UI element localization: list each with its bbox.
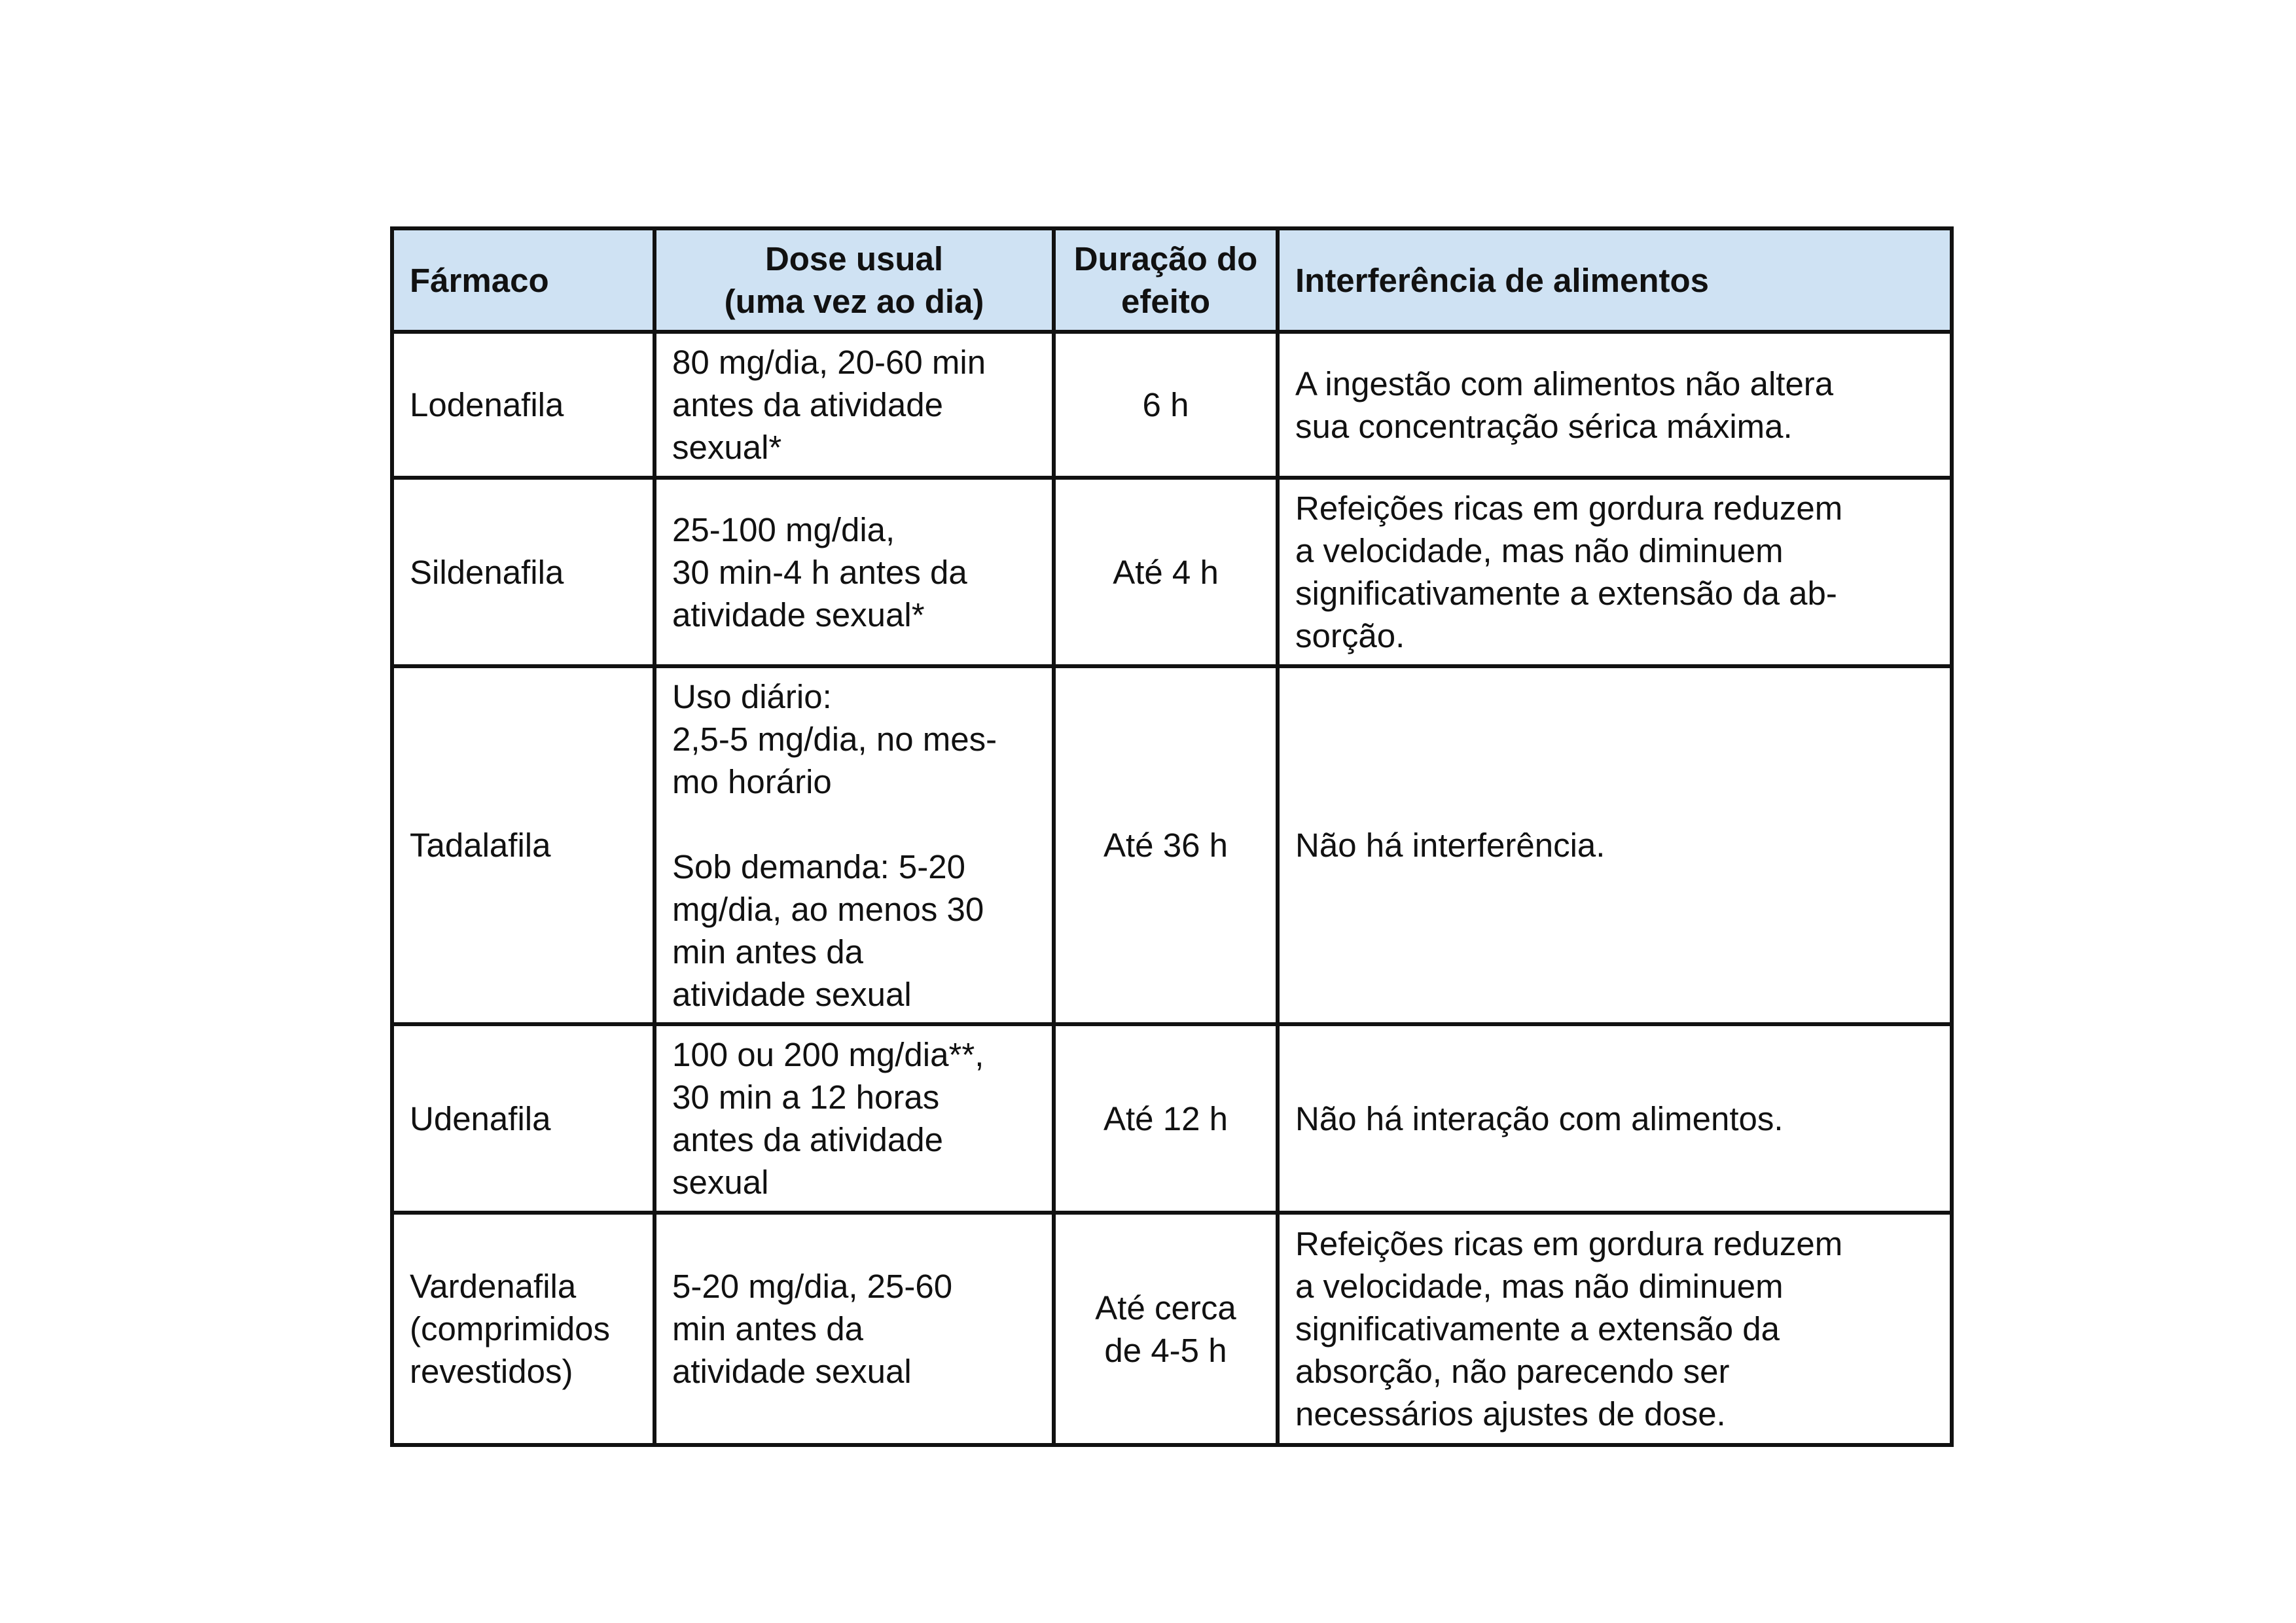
cell-interferencia: Não há interferência.	[1278, 666, 1952, 1024]
cell-duracao: Até 36 h	[1054, 666, 1278, 1024]
header-duracao: Duração do efeito	[1054, 228, 1278, 332]
table-row	[392, 666, 1952, 1024]
cell-farmaco: Tadalafila	[392, 666, 655, 1024]
cell-dose: 100 ou 200 mg/dia**, 30 min a 12 horas antes da atividade sexual	[655, 1024, 1054, 1213]
table-row	[392, 478, 1952, 666]
header-row	[392, 228, 1952, 332]
header-dose: Dose usual (uma vez ao dia)	[655, 228, 1054, 332]
cell-dose: 25-100 mg/dia, 30 min-4 h antes da atividade sexual*	[655, 478, 1054, 666]
table-row	[392, 1213, 1952, 1445]
cell-duracao: 6 h	[1054, 332, 1278, 478]
cell-duracao: Até 4 h	[1054, 478, 1278, 666]
cell-farmaco: Vardenafila (comprimidos revestidos)	[392, 1213, 655, 1445]
cell-interferencia: Não há interação com alimentos.	[1278, 1024, 1952, 1213]
cell-dose: Uso diário: 2,5-5 mg/dia, no mes- mo horário Sob demanda: 5-20 mg/dia, ao menos 30 min antes da atividade sexual	[655, 666, 1054, 1024]
cell-farmaco: Lodenafila	[392, 332, 655, 478]
cell-dose: 5-20 mg/dia, 25-60 min antes da atividade sexual	[655, 1213, 1054, 1445]
cell-interferencia: A ingestão com alimentos não altera sua concentração sérica máxima.	[1278, 332, 1952, 478]
table-row	[392, 332, 1952, 478]
table-row	[392, 1024, 1952, 1213]
header-interferencia: Interferência de alimentos	[1278, 228, 1952, 332]
cell-interferencia: Refeições ricas em gordura reduzem a velocidade, mas não diminuem significativamente a extensão da absorção, não parecendo ser necessários ajustes de dose.	[1278, 1213, 1952, 1445]
drug-table	[390, 226, 1954, 1447]
header-farmaco: Fármaco	[392, 228, 655, 332]
cell-duracao: Até cerca de 4-5 h	[1054, 1213, 1278, 1445]
cell-dose: 80 mg/dia, 20-60 min antes da atividade sexual*	[655, 332, 1054, 478]
cell-farmaco: Udenafila	[392, 1024, 655, 1213]
cell-duracao: Até 12 h	[1054, 1024, 1278, 1213]
cell-farmaco: Sildenafila	[392, 478, 655, 666]
cell-interferencia: Refeições ricas em gordura reduzem a velocidade, mas não diminuem significativamente a extensão da ab- sorção.	[1278, 478, 1952, 666]
